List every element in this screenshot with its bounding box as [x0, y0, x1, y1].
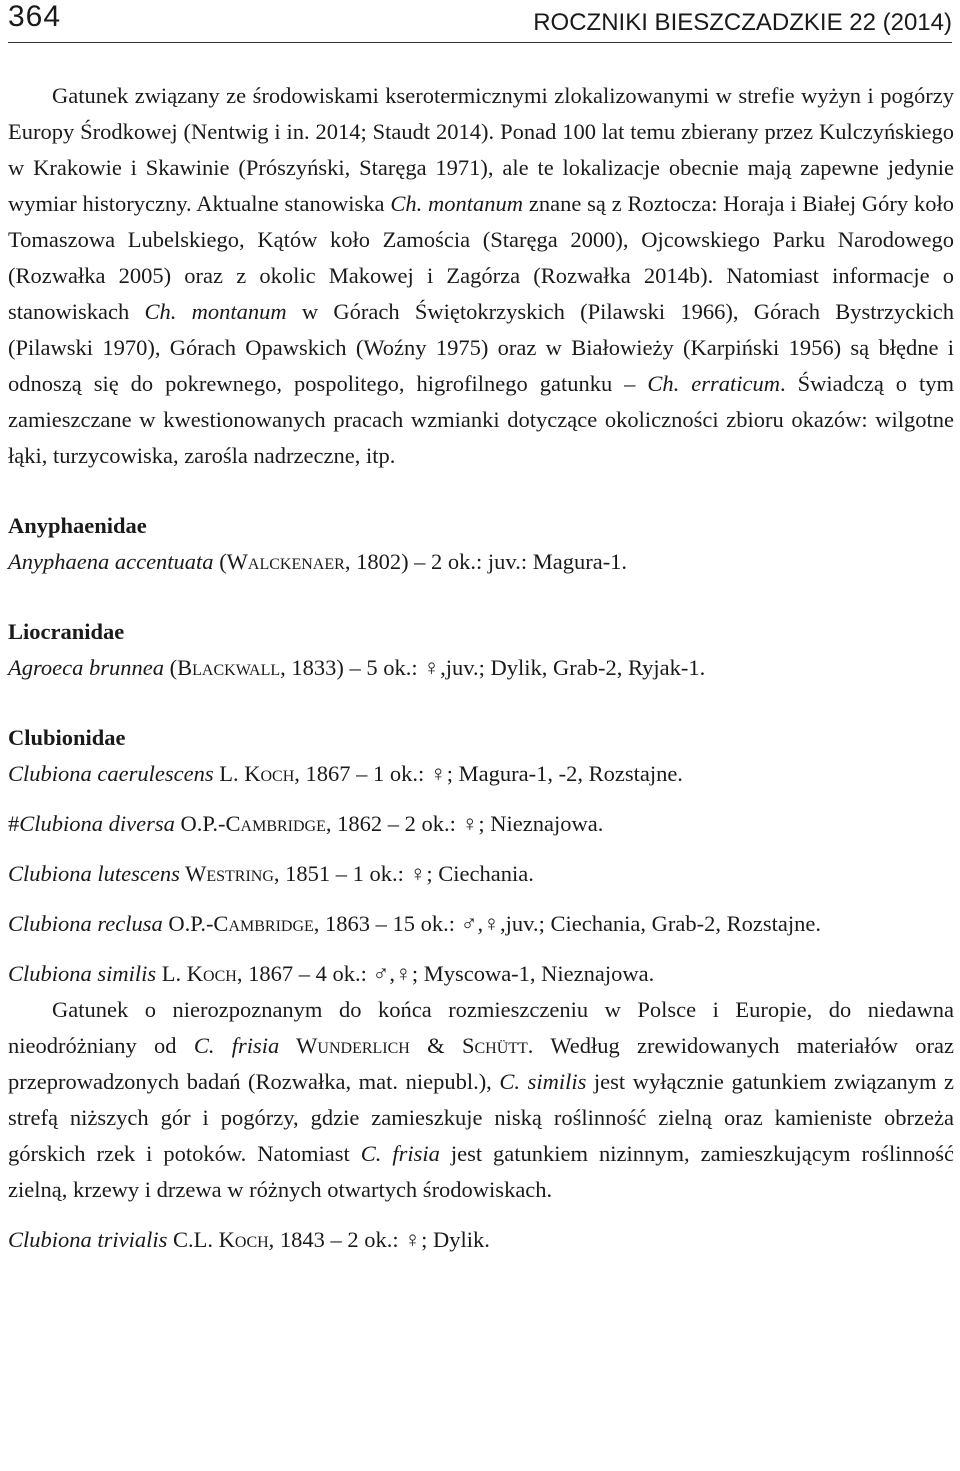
species-name: Ch. montanum	[390, 191, 524, 216]
species-entry: Clubiona caerulescens L. Koch, 1867 – 1 ok.: ♀; Magura-1, -2, Rozstajne.	[8, 761, 683, 786]
page-number: 364	[8, 0, 62, 33]
family-heading: Clubionidae	[8, 725, 126, 750]
species-entry: Clubiona reclusa O.P.-Cambridge, 1863 – 15 ok.: ♂,♀,juv.; Ciechania, Grab-2, Rozstajne.	[8, 911, 821, 936]
species-entry: Clubiona trivialis C.L. Koch, 1843 – 2 ok.: ♀; Dylik.	[8, 1227, 490, 1252]
species-note-paragraph: Gatunek o nierozpoznanym do końca rozmieszczeniu w Polsce i Europie, do niedawna nieodróżniany od C. frisia Wunderlich & Schütt. Według zrewidowanych materiałów oraz przeprowadzonych badań (Rozwałka, mat. niepubl.), C. similis jest wyłącznie gatunkiem związanym z strefą niższych gór i pogórzy, gdzie zamieszkuje niską roślinność zielną oraz kamieniste obrzeża górskich rzek i potoków. Natomiast C. frisia jest gatunkiem nizinnym, zamieszkującym roślinność zielną, krzewy i drzewa w różnych otwartych środowiskach.	[8, 997, 954, 1202]
page-header	[0, 0, 960, 50]
species-entry: Clubiona similis L. Koch, 1867 – 4 ok.: ♂,♀; Myscowa-1, Nieznajowa.	[8, 961, 655, 986]
species-entry: Agroeca brunnea (Blackwall, 1833) – 5 ok.: ♀,juv.; Dylik, Grab-2, Ryjak-1.	[8, 655, 706, 680]
species-name: Ch. montanum	[144, 299, 287, 324]
header-rule	[8, 42, 952, 43]
species-entry: #Clubiona diversa O.P.-Cambridge, 1862 – 2 ok.: ♀; Nieznajowa.	[8, 811, 604, 836]
intro-paragraph: Gatunek związany ze środowiskami kserotermicznymi zlokalizowanymi w strefie wyżyn i pogórzy Europy Środkowej (Nentwig i in. 2014; Staudt 2014). Ponad 100 lat temu zbierany przez Kulczyńskiego w Krakowie i Skawinie (Prószyński, Staręga 1971), ale te lokalizacje obecnie mają zapewne jedynie wymiar historyczny. Aktualne stanowiska Ch. montanum znane są z Roztocza: Horaja i Białej Góry koło Tomaszowa Lubelskiego, Kątów koło Zamościa (Staręga 2000), Ojcowskiego Parku Narodowego (Rozwałka 2005) oraz z okolic Makowej i Zagórza (Rozwałka 2014b). Natomiast informacje o stanowiskach Ch. montanum w Górach Świętokrzyskich (Pilawski 1966), Górach Bystrzyckich (Pilawski 1970), Górach Opawskich (Woźny 1975) oraz w Białowieży (Karpiński 1956) są błędne i odnoszą się do pokrewnego, pospolitego, higrofilnego gatunku – Ch. erraticum. Świadczą o tym zamieszczane w kwestionowanych pracach wzmianki dotyczące okoliczności zbioru okazów: wilgotne łąki, turzycowiska, zarośla nadrzeczne, itp.	[8, 83, 954, 468]
family-heading: Liocranidae	[8, 619, 125, 644]
running-head: ROCZNIKI BIESZCZADZKIE 22 (2014)	[533, 9, 952, 36]
page-body	[8, 78, 954, 1258]
species-name: Ch. erraticum	[647, 371, 780, 396]
species-entry: Clubiona lutescens Westring, 1851 – 1 ok.: ♀; Ciechania.	[8, 861, 534, 886]
family-heading: Anyphaenidae	[8, 513, 147, 538]
species-entry: Anyphaena accentuata (Walckenaer, 1802) – 2 ok.: juv.: Magura-1.	[8, 549, 628, 574]
